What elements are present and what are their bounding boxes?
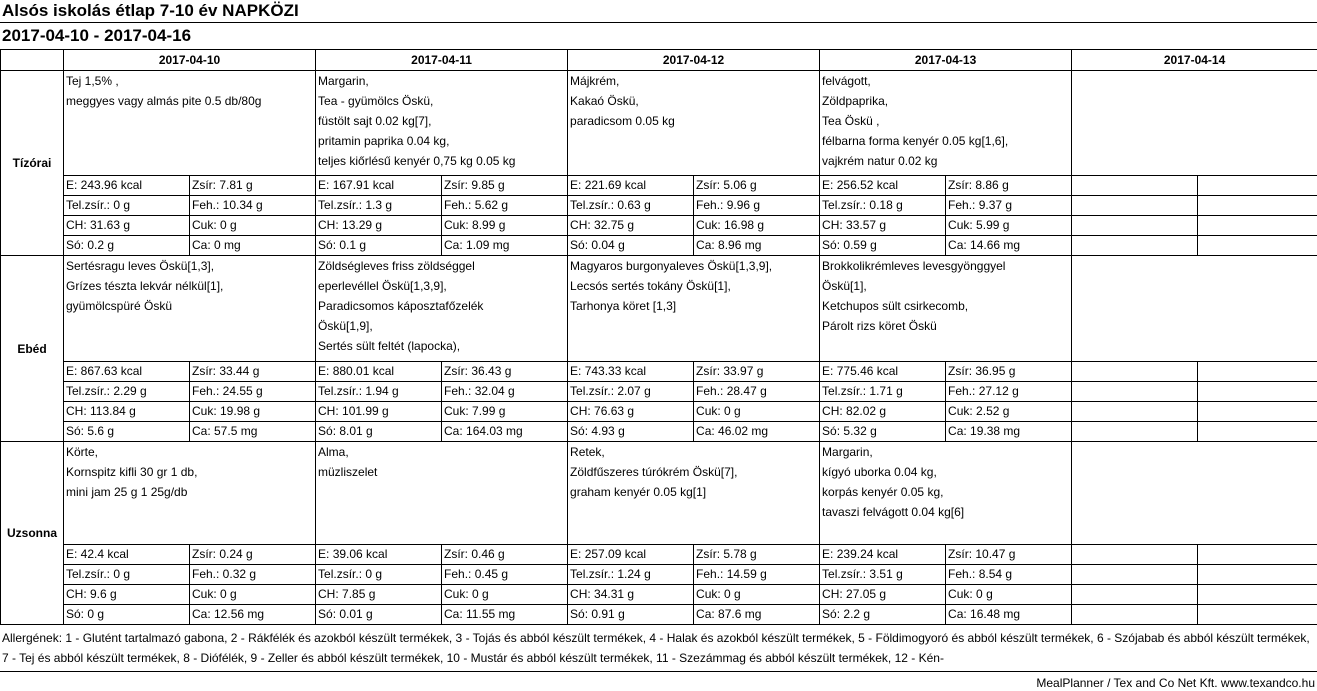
nutrition-value: Ca: 19.38 mg (946, 422, 1072, 442)
menu-item: paradicsom 0.05 kg (570, 114, 675, 128)
nutrition-value: Feh.: 5.62 g (442, 196, 568, 216)
day-header: 2017-04-12 (568, 50, 820, 71)
nutrition-value: Zsír: 9.85 g (442, 176, 568, 196)
nutrition-value: CH: 31.63 g (64, 216, 190, 236)
menu-item-cell (820, 71, 1072, 176)
corner-cell (1, 50, 64, 71)
nutrition-value: Ca: 87.6 mg (694, 605, 820, 625)
nutrition-value: Tel.zsír.: 0 g (64, 565, 190, 585)
divider (0, 671, 1317, 672)
nutrition-value: Só: 0.2 g (64, 236, 190, 256)
menu-item: Alma, (318, 445, 349, 459)
menu-item: Zöldségleves friss zöldséggel (318, 259, 475, 273)
nutrition-value: Só: 0.01 g (316, 605, 442, 625)
nutrition-value: Ca: 1.09 mg (442, 236, 568, 256)
menu-item: Margarin, (822, 445, 873, 459)
menu-item: mini jam 25 g 1 25g/db (66, 485, 188, 499)
nutrition-value: Zsír: 5.06 g (694, 176, 820, 196)
menu-item-cell (1072, 442, 1317, 545)
date-range: 2017-04-10 - 2017-04-16 (2, 26, 192, 45)
menu-item: Májkrém, (570, 74, 620, 88)
menu-item-cell (568, 442, 820, 545)
menu-item: Retek, (570, 445, 605, 459)
menu-item: Paradicsomos káposztafőzelék (318, 299, 484, 313)
menu-item: meggyes vagy almás pite 0.5 db/80g (66, 94, 262, 108)
nutrition-row (1, 585, 1317, 605)
nutrition-value (1198, 196, 1317, 216)
nutrition-value: E: 867.63 kcal (64, 362, 190, 382)
nutrition-value: Cuk: 0 g (190, 585, 316, 605)
menu-item: Tej 1,5% , (66, 74, 119, 88)
header-row (1, 50, 1317, 71)
menu-item-cell (316, 71, 568, 176)
menu-item-cell (1072, 256, 1317, 362)
menu-item: Kakaó Öskü, (570, 94, 639, 108)
nutrition-value: Feh.: 0.32 g (190, 565, 316, 585)
nutrition-value: Cuk: 2.52 g (946, 402, 1072, 422)
nutrition-value: Cuk: 5.99 g (946, 216, 1072, 236)
nutrition-row (1, 422, 1317, 442)
nutrition-value: Cuk: 19.98 g (190, 402, 316, 422)
nutrition-value: Ca: 11.55 mg (442, 605, 568, 625)
nutrition-value: E: 775.46 kcal (820, 362, 946, 382)
nutrition-value: E: 167.91 kcal (316, 176, 442, 196)
nutrition-value (1072, 585, 1198, 605)
nutrition-value: CH: 82.02 g (820, 402, 946, 422)
nutrition-value: Ca: 12.56 mg (190, 605, 316, 625)
menu-item-cell (64, 442, 316, 545)
nutrition-value: Zsír: 7.81 g (190, 176, 316, 196)
nutrition-value: Zsír: 0.24 g (190, 545, 316, 565)
nutrition-value: Feh.: 32.04 g (442, 382, 568, 402)
nutrition-value: CH: 76.63 g (568, 402, 694, 422)
menu-item: Zöldpaprika, (822, 94, 889, 108)
nutrition-value: Só: 0.1 g (316, 236, 442, 256)
menu-item-cell (820, 442, 1072, 545)
menu-item: tavaszi felvágott 0.04 kg[6] (822, 505, 965, 519)
menu-item: Brokkolikrémleves levesgyönggyel (822, 259, 1006, 273)
menu-item: müzliszelet (318, 465, 378, 479)
nutrition-value: Tel.zsír.: 1.24 g (568, 565, 694, 585)
nutrition-value: CH: 9.6 g (64, 585, 190, 605)
menu-item: Magyaros burgonyaleves Öskü[1,3,9], (570, 259, 773, 273)
nutrition-value: Feh.: 27.12 g (946, 382, 1072, 402)
food-row (1, 256, 1317, 362)
nutrition-value: Feh.: 24.55 g (190, 382, 316, 402)
day-header: 2017-04-14 (1072, 50, 1317, 71)
menu-item: Sertésragu leves Öskü[1,3], (66, 259, 215, 273)
nutrition-value: Zsír: 10.47 g (946, 545, 1072, 565)
nutrition-value: Só: 2.2 g (820, 605, 946, 625)
nutrition-row (1, 176, 1317, 196)
menu-item: pritamin paprika 0.04 kg, (318, 134, 450, 148)
menu-item-cell (316, 256, 568, 362)
menu-item: Tea - gyümölcs Öskü, (318, 94, 434, 108)
menu-item: felvágott, (822, 74, 871, 88)
nutrition-value: Ca: 0 mg (190, 236, 316, 256)
nutrition-value: Só: 5.6 g (64, 422, 190, 442)
nutrition-value: Tel.zsír.: 0 g (316, 565, 442, 585)
nutrition-value: Tel.zsír.: 1.3 g (316, 196, 442, 216)
nutrition-value (1072, 422, 1198, 442)
nutrition-value: E: 239.24 kcal (820, 545, 946, 565)
menu-item: félbarna forma kenyér 0.05 kg[1,6], (822, 134, 1009, 148)
nutrition-value (1198, 605, 1317, 625)
menu-item: Körte, (66, 445, 99, 459)
menu-item: Sertés sült feltét (lapocka), (318, 339, 461, 353)
nutrition-value (1198, 545, 1317, 565)
nutrition-value: Só: 8.01 g (316, 422, 442, 442)
nutrition-value: CH: 101.99 g (316, 402, 442, 422)
menu-item: füstölt sajt 0.02 kg[7], (318, 114, 432, 128)
menu-item-cell (316, 442, 568, 545)
allergen-legend: Allergének: 1 - Glutént tartalmazó gabona, 2 - Rákfélék és azokból készült termékek, 3 - Tojás és abból készült termékek, 4 - Halak és azokból készült termékek, 5 - Földimogyoró és abból készült termékek, 6 - Szójabab és abból készült termékek, 7 - Tej és abból készült termékek, 8 - Diófélék, 9 - Zeller és abból készült termékek, 10 - Mustár és abból készült termékek, 11 - Szezámmag és abból készült termékek, 12 - Kén- (2, 631, 1310, 665)
nutrition-value: Tel.zsír.: 2.29 g (64, 382, 190, 402)
nutrition-value (1072, 545, 1198, 565)
nutrition-value: Ca: 46.02 mg (694, 422, 820, 442)
nutrition-value: CH: 33.57 g (820, 216, 946, 236)
nutrition-value: CH: 27.05 g (820, 585, 946, 605)
nutrition-value (1072, 605, 1198, 625)
nutrition-value: Ca: 8.96 mg (694, 236, 820, 256)
nutrition-value: CH: 32.75 g (568, 216, 694, 236)
food-row (1, 71, 1317, 176)
nutrition-value: Ca: 164.03 mg (442, 422, 568, 442)
nutrition-value: Tel.zsír.: 0.63 g (568, 196, 694, 216)
menu-item-cell (64, 256, 316, 362)
nutrition-value (1198, 176, 1317, 196)
nutrition-row (1, 236, 1317, 256)
divider (0, 22, 1317, 23)
nutrition-value: Tel.zsír.: 0.18 g (820, 196, 946, 216)
nutrition-value: E: 880.01 kcal (316, 362, 442, 382)
nutrition-row (1, 362, 1317, 382)
menu-item: kígyó uborka 0.04 kg, (822, 465, 937, 479)
food-row (1, 442, 1317, 545)
nutrition-value (1198, 422, 1317, 442)
nutrition-value (1198, 216, 1317, 236)
nutrition-value (1198, 402, 1317, 422)
nutrition-value (1198, 362, 1317, 382)
nutrition-value: Tel.zsír.: 0 g (64, 196, 190, 216)
nutrition-value: CH: 13.29 g (316, 216, 442, 236)
menu-item: Tea Öskü , (822, 114, 880, 128)
meal-label: Tízórai (1, 71, 64, 256)
nutrition-value: Feh.: 28.47 g (694, 382, 820, 402)
nutrition-value: Feh.: 14.59 g (694, 565, 820, 585)
nutrition-value: Só: 5.32 g (820, 422, 946, 442)
menu-item: eperlevéllel Öskü[1,3,9], (318, 279, 447, 293)
menu-item: korpás kenyér 0.05 kg, (822, 485, 944, 499)
nutrition-value: Zsír: 36.95 g (946, 362, 1072, 382)
nutrition-value: Zsír: 8.86 g (946, 176, 1072, 196)
nutrition-value: Ca: 57.5 mg (190, 422, 316, 442)
nutrition-value: Zsír: 5.78 g (694, 545, 820, 565)
nutrition-value: CH: 7.85 g (316, 585, 442, 605)
menu-item-cell (568, 256, 820, 362)
menu-item: teljes kiőrlésű kenyér 0,75 kg 0.05 kg (318, 154, 516, 168)
menu-table (0, 49, 1317, 625)
nutrition-value: Tel.zsír.: 1.94 g (316, 382, 442, 402)
nutrition-value: Zsír: 33.97 g (694, 362, 820, 382)
nutrition-value (1072, 382, 1198, 402)
page-title: Alsós iskolás étlap 7-10 év NAPKÖZI (2, 1, 299, 20)
nutrition-value: Só: 0.04 g (568, 236, 694, 256)
nutrition-value: E: 243.96 kcal (64, 176, 190, 196)
menu-item-cell (820, 256, 1072, 362)
nutrition-value: Cuk: 8.99 g (442, 216, 568, 236)
nutrition-value: Cuk: 7.99 g (442, 402, 568, 422)
menu-item: Ketchupos sült csirkecomb, (822, 299, 969, 313)
nutrition-row (1, 216, 1317, 236)
nutrition-value: Feh.: 0.45 g (442, 565, 568, 585)
nutrition-value (1072, 402, 1198, 422)
nutrition-value: Cuk: 0 g (442, 585, 568, 605)
day-header: 2017-04-13 (820, 50, 1072, 71)
nutrition-value: Cuk: 0 g (946, 585, 1072, 605)
nutrition-value: Ca: 14.66 mg (946, 236, 1072, 256)
nutrition-value: Feh.: 9.96 g (694, 196, 820, 216)
nutrition-row (1, 196, 1317, 216)
menu-item: Kornspitz kifli 30 gr 1 db, (66, 465, 198, 479)
nutrition-value (1198, 236, 1317, 256)
menu-item: Öskü[1,9], (318, 319, 373, 333)
nutrition-value (1198, 565, 1317, 585)
menu-item: Grízes tészta lekvár nélkül[1], (66, 279, 224, 293)
nutrition-value: Feh.: 8.54 g (946, 565, 1072, 585)
menu-item-cell (568, 71, 820, 176)
menu-item: Zöldfűszeres túrókrém Öskü[7], (570, 465, 738, 479)
menu-item: gyümölcspüré Öskü (66, 299, 173, 313)
nutrition-value: Feh.: 10.34 g (190, 196, 316, 216)
nutrition-row (1, 545, 1317, 565)
nutrition-value: E: 256.52 kcal (820, 176, 946, 196)
menu-item: Lecsós sertés tokány Öskü[1], (570, 279, 731, 293)
nutrition-value: Só: 4.93 g (568, 422, 694, 442)
nutrition-value: Zsír: 33.44 g (190, 362, 316, 382)
nutrition-value (1072, 565, 1198, 585)
menu-item: Tarhonya köret [1,3] (570, 299, 677, 313)
nutrition-value (1198, 585, 1317, 605)
nutrition-value (1198, 382, 1317, 402)
menu-item: vajkrém natur 0.02 kg (822, 154, 938, 168)
menu-item-cell (64, 71, 316, 176)
menu-item: graham kenyér 0.05 kg[1] (570, 485, 707, 499)
nutrition-value: E: 42.4 kcal (64, 545, 190, 565)
nutrition-row (1, 565, 1317, 585)
menu-item: Margarin, (318, 74, 369, 88)
menu-item: Párolt rizs köret Öskü (822, 319, 937, 333)
nutrition-value: Cuk: 0 g (190, 216, 316, 236)
nutrition-row (1, 402, 1317, 422)
nutrition-value: Tel.zsír.: 1.71 g (820, 382, 946, 402)
nutrition-value: Só: 0.91 g (568, 605, 694, 625)
nutrition-value: CH: 113.84 g (64, 402, 190, 422)
nutrition-value: Só: 0.59 g (820, 236, 946, 256)
nutrition-value: Tel.zsír.: 2.07 g (568, 382, 694, 402)
nutrition-value: Cuk: 0 g (694, 585, 820, 605)
nutrition-value: E: 257.09 kcal (568, 545, 694, 565)
nutrition-value: Ca: 16.48 mg (946, 605, 1072, 625)
menu-item: Öskü[1], (822, 279, 867, 293)
nutrition-value: CH: 34.31 g (568, 585, 694, 605)
nutrition-value: Zsír: 36.43 g (442, 362, 568, 382)
menu-item-cell (1072, 71, 1317, 176)
nutrition-value (1072, 236, 1198, 256)
meal-label: Uzsonna (1, 442, 64, 625)
nutrition-value (1072, 176, 1198, 196)
nutrition-value: Zsír: 0.46 g (442, 545, 568, 565)
nutrition-value: Cuk: 16.98 g (694, 216, 820, 236)
nutrition-row (1, 605, 1317, 625)
nutrition-value: Tel.zsír.: 3.51 g (820, 565, 946, 585)
nutrition-value (1072, 362, 1198, 382)
nutrition-row (1, 382, 1317, 402)
nutrition-value: E: 39.06 kcal (316, 545, 442, 565)
nutrition-value: E: 743.33 kcal (568, 362, 694, 382)
footer-credit: MealPlanner / Tex and Co Net Kft. www.texandco.hu (1036, 676, 1315, 690)
nutrition-value (1072, 216, 1198, 236)
meal-label: Ebéd (1, 256, 64, 442)
nutrition-value: Cuk: 0 g (694, 402, 820, 422)
nutrition-value: Feh.: 9.37 g (946, 196, 1072, 216)
day-header: 2017-04-10 (64, 50, 316, 71)
nutrition-value (1072, 196, 1198, 216)
nutrition-value: Só: 0 g (64, 605, 190, 625)
nutrition-value: E: 221.69 kcal (568, 176, 694, 196)
day-header: 2017-04-11 (316, 50, 568, 71)
